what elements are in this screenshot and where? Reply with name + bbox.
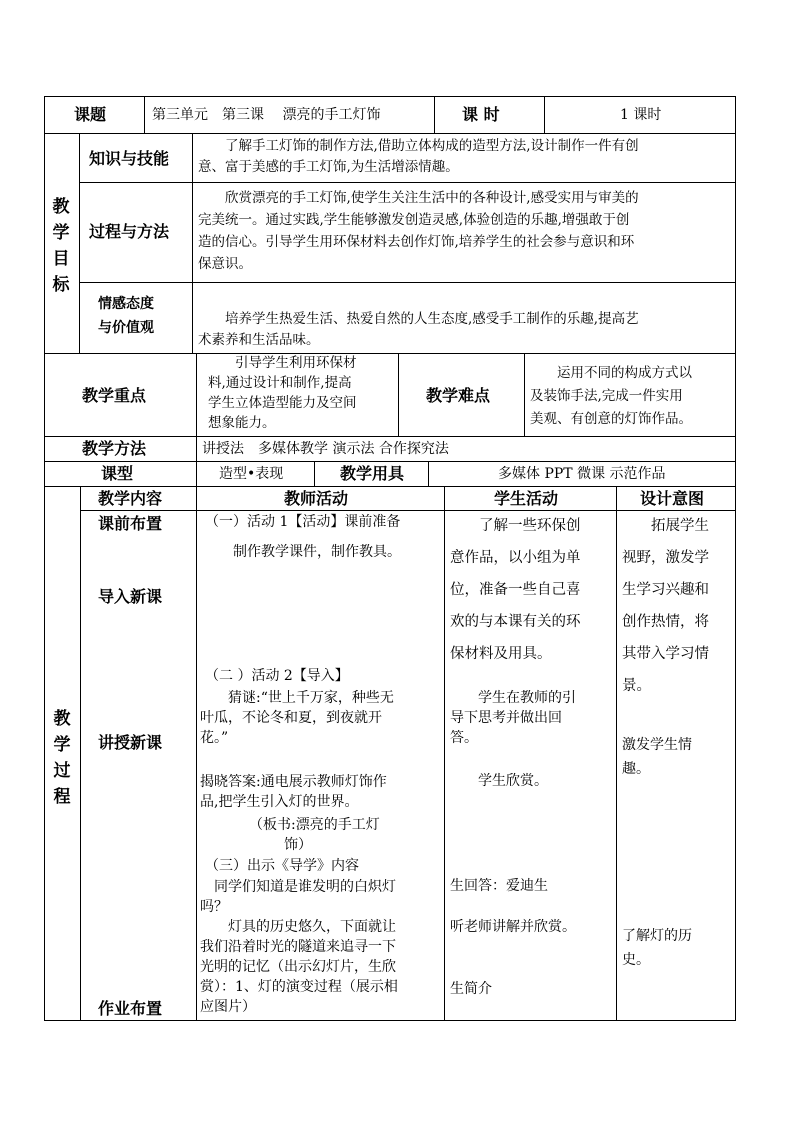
teacher-block: 猜谜:“世上千万家，种些无 叶瓜，不论冬和夏，到夜就开 花。” xyxy=(200,690,394,746)
row-divider xyxy=(79,182,736,183)
intent-block: 了解灯的历 史。 xyxy=(622,928,692,968)
intent-block: 激发学生情 趣。 xyxy=(622,737,692,777)
methods-label: 教学方法 xyxy=(82,439,147,458)
col-divider xyxy=(144,96,145,134)
row-divider xyxy=(44,436,736,437)
student-block: 了解一些环保创 意作品，以小组为单 位，准备一些自己喜 欢的与本课有关的环 保材料及用具。 xyxy=(450,518,581,662)
goals-group-label: 教 学 目 标 xyxy=(52,197,70,295)
student-block: 听老师讲解并欣赏。 xyxy=(450,919,576,935)
col-divider xyxy=(434,96,435,134)
teacher-block: 灯具的历史悠久，下面就让 我们沿着时光的隧道来追寻一下 光明的记忆（出示幻灯片，生欣 赏）：1、灯的演变过程（展示相 应图片） xyxy=(200,919,398,1015)
table-border-top xyxy=(44,96,736,97)
subject-value: 第三单元 第三课 漂亮的手工灯饰 xyxy=(152,107,381,123)
col-divider xyxy=(616,486,617,1021)
col-header-student: 学生活动 xyxy=(494,489,559,508)
col-header-content: 教学内容 xyxy=(98,489,163,508)
subject-label: 课题 xyxy=(74,105,107,124)
col-divider xyxy=(196,486,197,1021)
col-divider xyxy=(544,96,545,134)
teacher-block: 制作教学课件，制作教具。 xyxy=(205,544,401,560)
table-border-right xyxy=(735,96,736,1021)
student-block: 生简介 xyxy=(450,981,492,997)
stage-label: 作业布置 xyxy=(98,999,163,1018)
key-points-label: 教学重点 xyxy=(82,386,147,405)
col-divider xyxy=(196,436,197,462)
teacher-block: （三）出示《导学》内容 xyxy=(205,858,359,874)
row-divider xyxy=(44,461,736,462)
student-block: 学生欣赏。 xyxy=(450,773,548,789)
row-divider xyxy=(44,133,736,134)
col-divider xyxy=(314,461,315,487)
course-type-value: 造型•表现 xyxy=(219,466,284,482)
difficulty-text: 运用不同的构成方式以 及装饰手法,完成一件实用 美观、有创意的灯饰作品。 xyxy=(530,365,692,427)
key-points-text: 引导学生利用环保材 料,通过设计和制作,提高 学生立体造型能力及空间 想象能力。 xyxy=(208,355,357,431)
course-type-label: 课型 xyxy=(101,464,134,483)
teacher-block: （板书:漂亮的手工灯 饰） xyxy=(200,817,380,853)
table-border-bottom xyxy=(44,1020,736,1021)
col-header-intent: 设计意图 xyxy=(640,489,705,508)
col-divider xyxy=(196,353,197,437)
stage-label: 课前布置 xyxy=(98,514,163,533)
emotion-text: 培养学生热爱生活、热爱自然的人生态度,感受手工制作的乐趣,提高艺 术素养和生活品味。 xyxy=(198,311,639,348)
stage-label: 讲授新课 xyxy=(98,733,163,752)
tools-label: 教学用具 xyxy=(340,464,405,483)
col-header-teacher: 教师活动 xyxy=(284,489,349,508)
student-block: 生回答：爱迪生 xyxy=(450,878,548,894)
process-group-label: 教 学 过 程 xyxy=(53,709,71,807)
col-divider xyxy=(192,133,193,353)
col-divider xyxy=(196,461,197,487)
row-divider xyxy=(79,282,736,283)
hours-label: 课 时 xyxy=(462,105,500,124)
knowledge-label: 知识与技能 xyxy=(89,149,170,168)
hours-value: 1 课时 xyxy=(620,107,662,123)
teacher-block: （一）活动 1【活动】课前准备 xyxy=(205,514,401,530)
teacher-block: 揭晓答案:通电展示教师灯饰作 品,把学生引入灯的世界。 xyxy=(200,774,387,810)
col-divider xyxy=(79,133,80,353)
methods-value: 讲授法 多媒体教学 演示法 合作探究法 xyxy=(202,441,449,457)
col-divider xyxy=(398,353,399,437)
teacher-block: 同学们知道是谁发明的白炽灯 吗？ xyxy=(200,879,396,915)
process-method-text: 欣赏漂亮的手工灯饰,使学生关注生活中的各种设计,感受实用与审美的 完美统一。通过实践,学生能够激发创造灵感,体验创造的乐趣,增强敢于创 造的信心。引导学生用环保材料去创作灯饰,培养学生的社会参与意识和环 保意识。 xyxy=(198,190,639,272)
tools-value: 多媒体 PPT 微课 示范作品 xyxy=(498,466,666,482)
process-method-label: 过程与方法 xyxy=(89,222,170,241)
col-divider xyxy=(444,486,445,1021)
teacher-block: （二 ）活动 2【导入】 xyxy=(205,668,349,684)
row-divider xyxy=(44,486,736,487)
knowledge-text: 了解手工灯饰的制作方法,借助立体构成的造型方法,设计制作一件有创 意、富于美感的手工灯饰,为生活增添情趣。 xyxy=(198,138,639,175)
emotion-label: 情感态度 与价值观 xyxy=(98,296,154,336)
col-divider xyxy=(524,353,525,437)
table-border-left xyxy=(44,96,45,1021)
intent-block: 拓展学生 视野，激发学 生学习兴趣和 创作热情，将 其带入学习情 景。 xyxy=(622,518,709,694)
student-block: 学生在教师的引 导下思考并做出回 答。 xyxy=(450,690,576,746)
col-divider xyxy=(428,461,429,487)
col-divider xyxy=(80,486,81,1021)
row-divider xyxy=(44,353,736,354)
stage-label: 导入新课 xyxy=(98,587,163,606)
difficulty-label: 教学难点 xyxy=(426,386,491,405)
